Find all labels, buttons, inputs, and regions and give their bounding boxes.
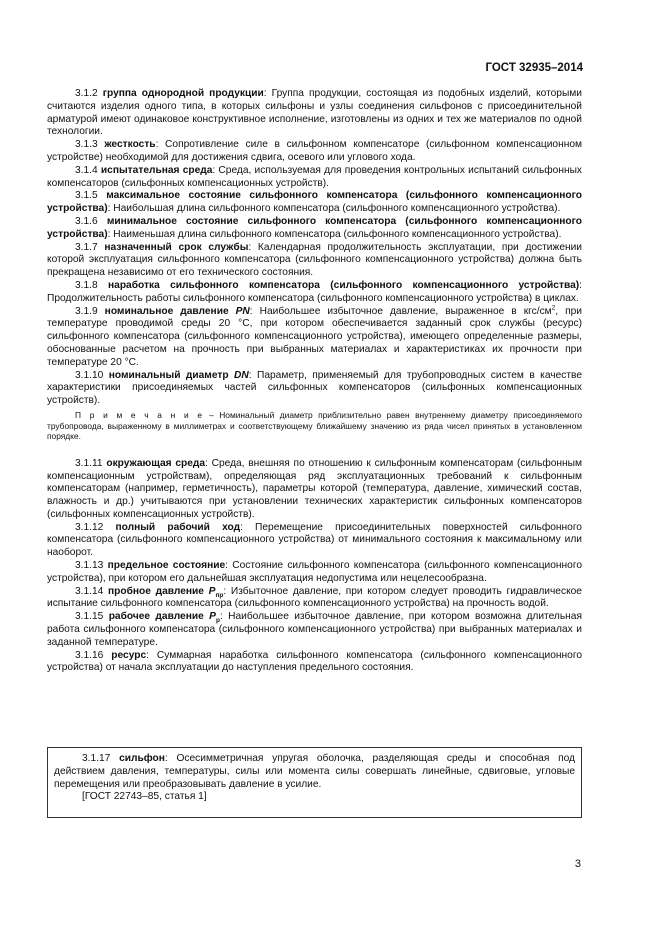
definition-term: наработка сильфонного компенсатора (сильфонного компенсационного устройства)	[108, 279, 580, 291]
definition-term: полный рабочий ход	[115, 521, 241, 533]
definition-number: 3.1.7	[75, 241, 98, 253]
definition-number: 3.1.17	[82, 753, 111, 764]
definition-text: : Наибольшее избыточное давление, выраженное в кгс/см	[249, 305, 552, 317]
standard-reference: [ГОСТ 22743–85, статья 1]	[82, 791, 207, 803]
definition-symbol: P	[208, 585, 216, 597]
definition-text: : Сопротивление силе в сильфонном компенсаторе (сильфонном компенсационном устройстве) необходимой для достижения сдвига, осевого или углового хода.	[47, 139, 582, 163]
definition-term: пробное давление	[108, 585, 204, 597]
note	[47, 410, 582, 442]
definition-3-1-8	[47, 280, 582, 306]
definition-3-1-11	[47, 458, 582, 522]
definition-number: 3.1.2	[75, 88, 98, 99]
definition-3-1-13	[47, 560, 582, 586]
subscript: р	[215, 617, 220, 625]
definition-text: : Среда, используемая для проведения контрольных испытаний сильфонных компенсаторов (сильфонных компенсационных устройств).	[47, 164, 582, 189]
boxed-definition-3-1-17	[47, 747, 582, 818]
definition-number: 3.1.6	[75, 215, 98, 227]
definition-number: 3.1.13	[75, 560, 104, 572]
page-number: 3	[574, 858, 581, 870]
definition-number: 3.1.15	[75, 611, 104, 623]
definition-number: 3.1.11	[75, 457, 103, 469]
definition-3-1-4	[47, 165, 582, 191]
definition-symbol: DN	[234, 369, 249, 381]
definition-3-1-9	[47, 306, 582, 370]
definition-text: : Среда, внешняя по отношению к сильфонным компенсаторам (сильфонным компенсационным устройствам), определяющая ряд эксплуатационных требований к сильфонным компенсаторам (например, герметичность), параметры которой (температура, давление, химический состав, влажность и др.) учитываются при установлении технических характеристик сильфонных компенсаторов (сильфонных компенсационных устройств).	[47, 457, 582, 520]
definition-3-1-10	[47, 370, 582, 408]
spacer	[47, 442, 582, 458]
definition-3-1-17	[54, 753, 575, 791]
definition-3-1-7	[47, 242, 582, 280]
note-label: П р и м е ч а н и е	[75, 409, 204, 420]
definition-number: 3.1.9	[75, 305, 98, 317]
definition-3-1-16	[47, 650, 582, 676]
definition-number: 3.1.5	[75, 190, 98, 202]
definition-3-1-15	[47, 611, 582, 649]
definition-number: 3.1.14	[75, 585, 104, 597]
definition-text: : Группа продукции, состоящая из подобных изделий, которыми считаются изделия одного типа, в которых сильфоны и узлы соединения сильфонов с присоединительной арматурой имеют одинаковое конструктивное исполнение, изготовлены из одних и тех же материалов по одной технологии.	[47, 88, 582, 138]
definition-number: 3.1.3	[75, 139, 98, 151]
standard-designation: ГОСТ 32935–2014	[485, 62, 583, 74]
definitions-body	[47, 88, 582, 675]
definition-text: : Продолжительность работы сильфонного компенсатора (сильфонного компенсационного устройства) в циклах.	[47, 279, 582, 304]
definition-term: номинальный диаметр	[108, 369, 229, 381]
subscript: пр	[215, 591, 224, 599]
definition-text: : Избыточное давление, при котором следует проводить гидравлическое испытание сильфонного компенсатора (сильфонного компенсационного устройства) на прочность водой.	[47, 585, 582, 610]
superscript: 2	[551, 304, 556, 312]
definition-term: жесткость	[104, 139, 156, 151]
definition-text: : Наибольшее избыточное давление, при котором возможна длительная работа сильфонного компенсатора (сильфонного компенсационного устройства) при выбранных материалах и заданной температуре.	[47, 611, 582, 648]
definition-3-1-5	[47, 190, 582, 216]
definition-term: минимальное состояние сильфонного компенсатора (сильфонного компенсационного устройства)	[47, 215, 582, 240]
definition-text: : Календарная продолжительность эксплуатации, при достижении которой эксплуатация сильфонного компенсатора (сильфонного компенсационного устройства) должна быть прекращена независимо от его технического состояния.	[47, 241, 582, 279]
definition-term: рабочее давление	[108, 611, 204, 623]
definition-text: : Состояние сильфонного компенсатора (сильфонного компенсационного устройства), при котором его дальнейшая эксплуатация недопустима или нецелесообразна.	[47, 560, 582, 584]
definition-text: : Суммарная наработка сильфонного компенсатора (сильфонного компенсационного устройства) от начала эксплуатации до наступления предельного состояния.	[47, 649, 582, 674]
definition-text: : Перемещение присоединительных поверхностей сильфонного компенсатора (сильфонного компенсационного устройства) от минимального состояния к максимальному или наоборот.	[47, 521, 582, 559]
definition-text: : Наименьшая длина сильфонного компенсатора (сильфонного компенсационного устройства).	[107, 228, 562, 240]
definition-text: : Параметр, применяемый для трубопроводных систем в качестве характеристики присоединяемых частей сильфонных компенсаторов (сильфонных компенсационных устройств).	[47, 369, 582, 407]
definition-number: 3.1.8	[75, 279, 98, 291]
definition-3-1-2	[47, 88, 582, 139]
definition-number: 3.1.12	[75, 521, 104, 533]
definition-3-1-14	[47, 586, 582, 612]
note-text: – Номинальный диаметр приблизительно равен внутреннему диаметру присоединяемого трубопровода, выраженному в миллиметрах и соответствующему ближайшему значению из ряда чисел принятых в установленном порядке.	[47, 409, 582, 442]
definition-symbol: PN	[235, 305, 250, 317]
definition-term: назначенный срок службы	[104, 241, 249, 253]
definition-term: окружающая среда	[106, 457, 206, 469]
definition-number: 3.1.4	[75, 164, 98, 176]
definition-3-1-6	[47, 216, 582, 242]
definition-term: сильфон	[119, 753, 165, 764]
definition-term: группа однородной продукции	[102, 88, 264, 99]
definition-number: 3.1.10	[75, 369, 104, 381]
definition-number: 3.1.16	[75, 649, 104, 661]
definition-term: ресурс	[111, 649, 147, 661]
definition-term: максимальное состояние сильфонного компенсатора (сильфонного компенсационного устройства)	[47, 190, 582, 215]
definition-term: предельное состояние	[107, 560, 226, 572]
definition-text: : Наибольшая длина сильфонного компенсатора (сильфонного компенсационного устройства).	[107, 203, 561, 215]
definition-term: номинальное давление	[104, 305, 229, 317]
definition-symbol: P	[209, 611, 216, 623]
definition-text: : Осесимметричная упругая оболочка, разделяющая среды и способная под действием давления, температуры, силы или момента силы совершать линейные, сдвиговые, угловые перемещения или преобразовывать давление в усилие.	[54, 753, 575, 790]
definition-term: испытательная среда	[100, 164, 213, 176]
definition-3-1-12	[47, 522, 582, 560]
definition-3-1-3	[47, 139, 582, 165]
definition-text: , при температуре проводимой среды 20 °С, при котором обеспечивается заданный срок службы (ресурс) сильфонного компенсатора (сильфонного компенсационного устройства), имеющего определенные размеры, обоснованные расчетом на прочность при выбранных материалах и характеристиках их прочности при температуре 20 °С.	[47, 305, 582, 368]
